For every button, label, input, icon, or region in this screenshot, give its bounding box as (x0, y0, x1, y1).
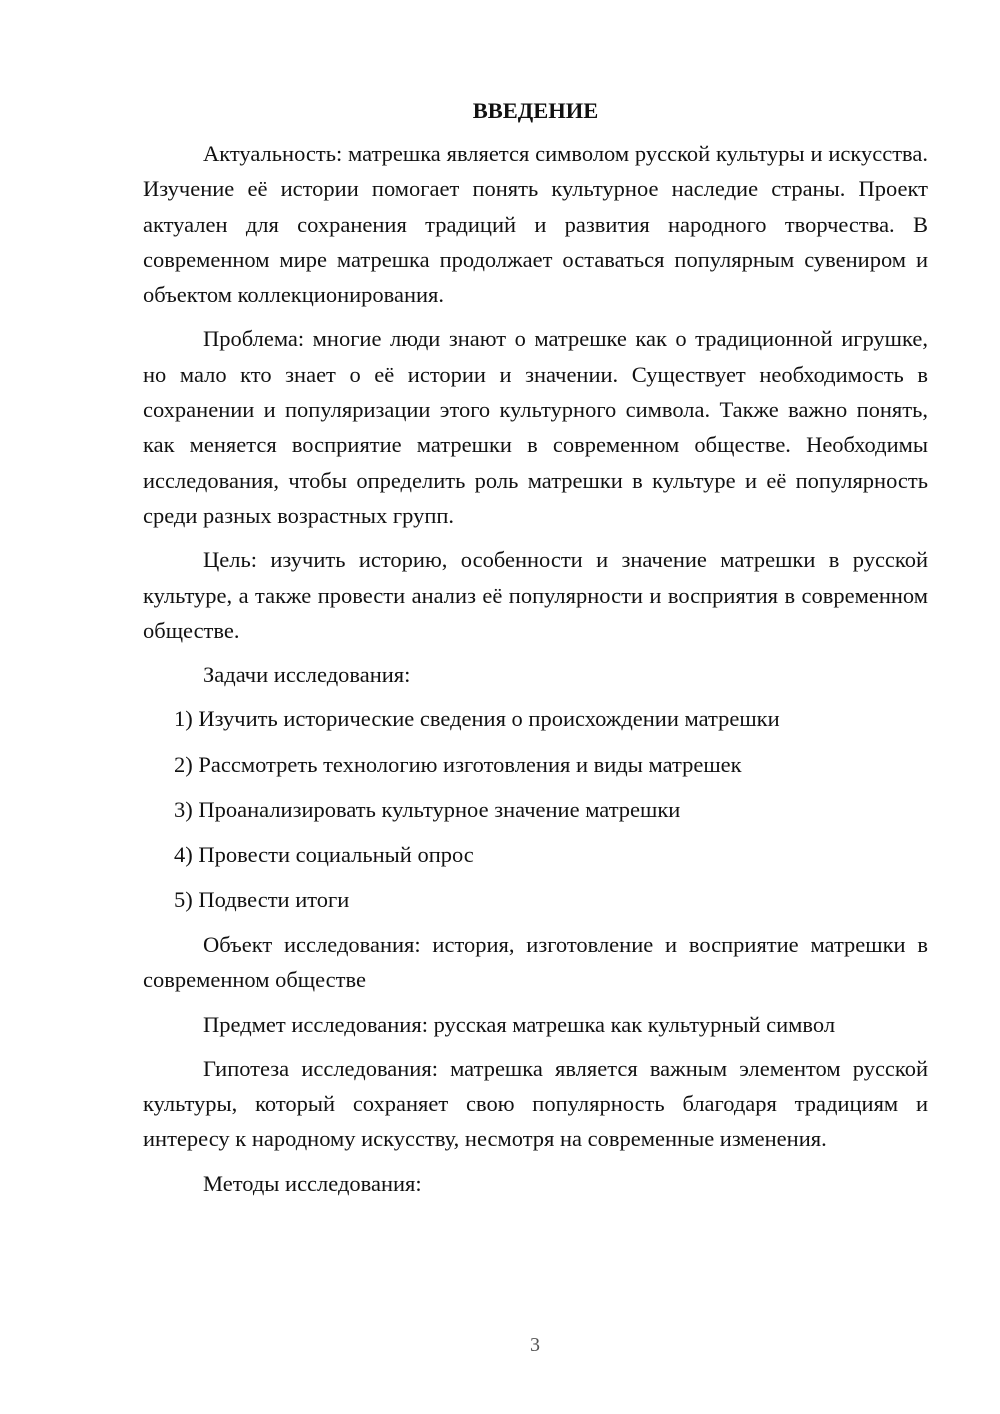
paragraph-hypothesis: Гипотеза исследования: матрешка является важным элементом русской культуры, который сохраняет свою популярность благодаря традициям и интересу к народному искусству, несмотря на современные изменения. (143, 1055, 928, 1152)
task-item: 1) Изучить исторические сведения о происхождении матрешки (174, 706, 780, 732)
task-item: 5) Подвести итоги (174, 886, 350, 912)
paragraph-object: Объект исследования: история, изготовление и восприятие матрешки в современном обществе (143, 931, 928, 993)
paragraph-problem: Проблема: многие люди знают о матрешке как о традиционной игрушке, но мало кто знает о её истории и значении. Существует необходимость в сохранении и популяризации этого культурного символа. Также важно понять, как меняется восприятие матрешки в современном обществе. Необходимы исследования, чтобы определить роль матрешки в культуре и её популярность среди разных возрастных групп. (143, 326, 928, 528)
section-title: ВВЕДЕНИЕ (472, 98, 599, 123)
paragraph-relevance: Актуальность: матрешка является символом русской культуры и искусства. Изучение её истории помогает понять культурное наследие страны. Проект актуален для сохранения традиций и развития народного творчества. В современном мире матрешка продолжает оставаться популярным сувениром и объектом коллекционирования. (143, 141, 928, 308)
document-page (143, 96, 928, 1210)
paragraph-subject: Предмет исследования: русская матрешка как культурный символ (203, 1011, 836, 1037)
tasks-heading: Задачи исследования: (203, 662, 411, 688)
task-item: 4) Провести социальный опрос (174, 841, 474, 867)
paragraph-goal: Цель: изучить историю, особенности и значение матрешки в русской культуре, а также провести анализ её популярности и восприятия в современном обществе. (143, 547, 928, 643)
task-item: 2) Рассмотреть технологию изготовления и виды матрешек (174, 751, 742, 777)
tasks-list (143, 701, 928, 917)
page-number: 3 (530, 1334, 540, 1356)
methods-heading: Методы исследования: (203, 1170, 422, 1196)
task-item: 3) Проанализировать культурное значение матрешки (174, 796, 681, 822)
